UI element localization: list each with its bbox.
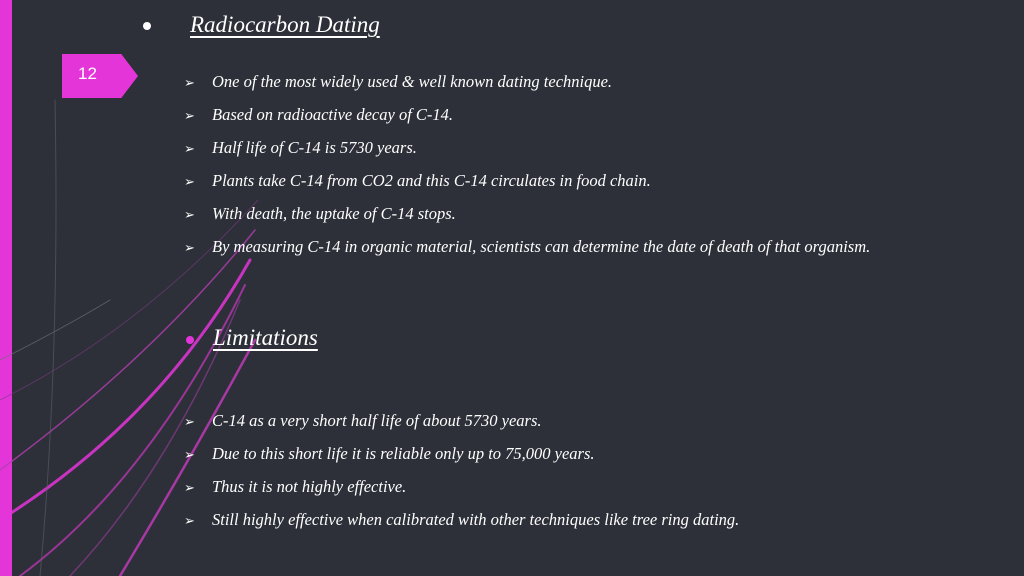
arrow-bullet-icon: ➢ bbox=[184, 514, 195, 529]
list-item: ➢ One of the most widely used & well known dating technique. bbox=[184, 72, 613, 91]
list-item: ➢ C-14 as a very short half life of about 5730 years. bbox=[184, 411, 542, 430]
section1-bullet bbox=[143, 22, 151, 30]
arrow-bullet-icon: ➢ bbox=[184, 448, 195, 463]
list-item: ➢ Based on radioactive decay of C-14. bbox=[184, 105, 454, 124]
section1-list bbox=[184, 72, 924, 256]
slide-number: 12 bbox=[78, 64, 97, 83]
section2-list bbox=[184, 411, 944, 529]
list-item: ➢ Half life of C-14 is 5730 years. bbox=[184, 138, 417, 157]
list-item: ➢ Due to this short life it is reliable only up to 75,000 years. bbox=[184, 444, 595, 463]
arrow-bullet-icon: ➢ bbox=[184, 109, 195, 124]
arrow-bullet-icon: ➢ bbox=[184, 415, 195, 430]
arrow-bullet-icon: ➢ bbox=[184, 481, 195, 496]
arrow-bullet-icon: ➢ bbox=[184, 241, 195, 256]
section2-heading: Limitations bbox=[213, 325, 318, 350]
arrow-bullet-icon: ➢ bbox=[184, 76, 195, 91]
section1-heading: Radiocarbon Dating bbox=[190, 12, 380, 37]
list-item: ➢ Thus it is not highly effective. bbox=[184, 477, 407, 496]
list-item: ➢ By measuring C-14 in organic material, scientists can determine the date of death of that organism. bbox=[184, 237, 871, 256]
list-item: ➢ Still highly effective when calibrated with other techniques like tree ring dating. bbox=[184, 510, 740, 529]
list-item: ➢ Plants take C-14 from CO2 and this C-14 circulates in food chain. bbox=[184, 171, 651, 190]
arrow-bullet-icon: ➢ bbox=[184, 208, 195, 223]
arrow-bullet-icon: ➢ bbox=[184, 175, 195, 190]
section2-bullet bbox=[186, 336, 194, 344]
list-item: ➢ With death, the uptake of C-14 stops. bbox=[184, 204, 456, 223]
arrow-bullet-icon: ➢ bbox=[184, 142, 195, 157]
